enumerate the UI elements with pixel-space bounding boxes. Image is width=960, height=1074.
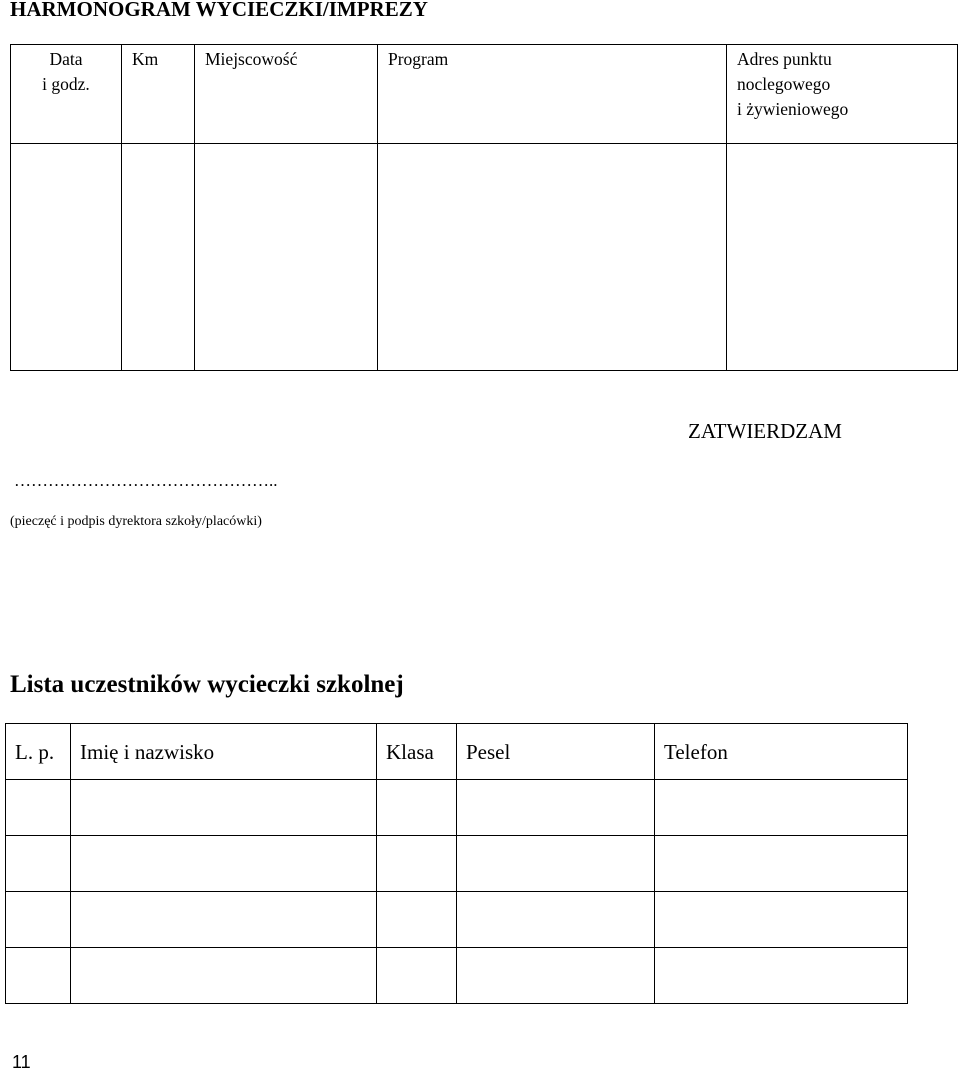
- participants-header-lp: [6, 724, 71, 780]
- schedule-header-address-line3: i żywieniowego: [737, 99, 849, 119]
- schedule-header-program: [378, 45, 727, 144]
- schedule-header-date-line1: Data: [49, 49, 83, 69]
- schedule-cell-date[interactable]: [11, 144, 122, 371]
- participant-cell-lp[interactable]: [6, 948, 71, 1004]
- participants-title: Lista uczestników wycieczki szkolnej: [10, 671, 404, 698]
- participant-cell-pesel[interactable]: [457, 892, 655, 948]
- approval-label: ZATWIERDZAM: [688, 419, 842, 443]
- schedule-cell-km[interactable]: [122, 144, 195, 371]
- page-number: 11: [12, 1052, 31, 1072]
- schedule-header-address-line1: Adres punktu: [737, 49, 832, 69]
- participants-header-lp-label: L. p.: [15, 739, 55, 764]
- participant-cell-phone[interactable]: [655, 836, 908, 892]
- participant-cell-pesel[interactable]: [457, 948, 655, 1004]
- participant-row: [6, 780, 908, 836]
- schedule-header-address-line2: noclegowego: [737, 74, 831, 94]
- schedule-header-date-line2: i godz.: [42, 74, 90, 94]
- participant-row: [6, 836, 908, 892]
- participant-cell-name[interactable]: [71, 948, 377, 1004]
- participants-table: [5, 723, 908, 1004]
- participant-cell-lp[interactable]: [6, 836, 71, 892]
- participants-header-name-label: Imię i nazwisko: [80, 739, 215, 764]
- schedule-header-date: [11, 45, 122, 144]
- document-title: HARMONOGRAM WYCIECZKI/IMPREZY: [10, 0, 428, 21]
- schedule-header-address: [727, 45, 958, 144]
- participant-cell-name[interactable]: [71, 892, 377, 948]
- participant-cell-class[interactable]: [377, 836, 457, 892]
- participants-header-phone-label: Telefon: [664, 739, 728, 764]
- participant-cell-phone[interactable]: [655, 780, 908, 836]
- participant-cell-lp[interactable]: [6, 780, 71, 836]
- participant-cell-phone[interactable]: [655, 892, 908, 948]
- participants-header-row: [6, 724, 908, 780]
- schedule-table: [10, 44, 958, 371]
- participant-cell-phone[interactable]: [655, 948, 908, 1004]
- participants-header-pesel: [457, 724, 655, 780]
- signature-line: ………………………………………..: [14, 471, 278, 490]
- participant-cell-class[interactable]: [377, 948, 457, 1004]
- schedule-row: [11, 144, 958, 371]
- participants-header-pesel-label: Pesel: [466, 739, 511, 764]
- participant-cell-pesel[interactable]: [457, 836, 655, 892]
- participant-cell-class[interactable]: [377, 892, 457, 948]
- participant-cell-name[interactable]: [71, 836, 377, 892]
- signature-caption: (pieczęć i podpis dyrektora szkoły/placówki): [10, 514, 262, 529]
- schedule-header-place-label: Miejscowość: [205, 49, 298, 69]
- schedule-header-km: [122, 45, 195, 144]
- participants-header-name: [71, 724, 377, 780]
- schedule-header-km-label: Km: [132, 49, 159, 69]
- schedule-header-place: [195, 45, 378, 144]
- participants-header-class: [377, 724, 457, 780]
- participant-cell-name[interactable]: [71, 780, 377, 836]
- participant-cell-pesel[interactable]: [457, 780, 655, 836]
- schedule-cell-place[interactable]: [195, 144, 378, 371]
- participant-cell-class[interactable]: [377, 780, 457, 836]
- schedule-header-row: [11, 45, 958, 144]
- participant-row: [6, 892, 908, 948]
- participants-header-class-label: Klasa: [386, 739, 434, 764]
- schedule-header-program-label: Program: [388, 49, 449, 69]
- schedule-cell-address[interactable]: [727, 144, 958, 371]
- participant-row: [6, 948, 908, 1004]
- schedule-cell-program[interactable]: [378, 144, 727, 371]
- participant-cell-lp[interactable]: [6, 892, 71, 948]
- participants-header-phone: [655, 724, 908, 780]
